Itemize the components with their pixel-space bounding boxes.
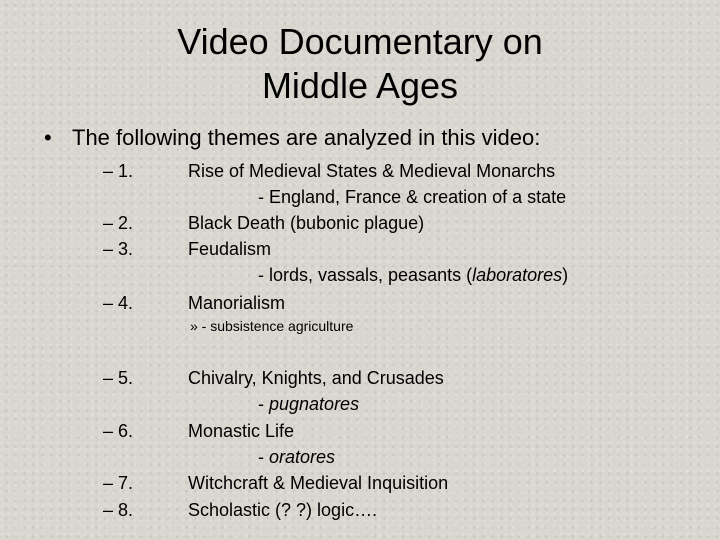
monastic-prefix: - bbox=[258, 447, 269, 467]
item-text-2: Black Death (bubonic plague) bbox=[188, 213, 425, 233]
item-text-1: Rise of Medieval States & Medieval Monarchs bbox=[188, 161, 556, 181]
bullet-dot: • bbox=[44, 125, 52, 150]
monastic-italic: oratores bbox=[269, 447, 336, 467]
intro-bullet bbox=[44, 124, 540, 152]
item-sub-manorialism: » - subsistence agriculture bbox=[190, 318, 354, 334]
item-sub-chivalry bbox=[258, 393, 359, 415]
chivalry-italic: pugnatores bbox=[269, 394, 360, 414]
feudal-italic: laboratores bbox=[472, 265, 563, 285]
item-number-3: – 3. bbox=[103, 239, 134, 259]
item-text-4: Manorialism bbox=[188, 293, 286, 313]
item-number-8: – 8. bbox=[103, 500, 134, 520]
item-number-5: – 5. bbox=[103, 368, 134, 388]
title-line-1: Video Documentary on bbox=[177, 21, 543, 62]
item-text-8: Scholastic (? ?) logic…. bbox=[188, 500, 378, 520]
item-text-5: Chivalry, Knights, and Crusades bbox=[188, 368, 444, 388]
item-text-7: Witchcraft & Medieval Inquisition bbox=[188, 473, 449, 493]
feudal-prefix: - lords, vassals, peasants ( bbox=[258, 265, 473, 285]
item-sub-england: - England, France & creation of a state bbox=[258, 187, 567, 207]
item-text-6: Monastic Life bbox=[188, 421, 295, 441]
chivalry-prefix: - bbox=[258, 394, 269, 414]
item-text-3: Feudalism bbox=[188, 239, 272, 259]
item-number-1: – 1. bbox=[103, 161, 134, 181]
item-number-7: – 7. bbox=[103, 473, 134, 493]
slide-title bbox=[100, 20, 620, 108]
item-number-2: – 2. bbox=[103, 213, 134, 233]
intro-text: The following themes are analyzed in this video: bbox=[72, 125, 541, 150]
item-sub-feudalism bbox=[258, 264, 568, 286]
feudal-suffix: ) bbox=[562, 265, 569, 285]
item-sub-monastic bbox=[258, 446, 335, 468]
item-number-4: – 4. bbox=[103, 293, 134, 313]
title-line-2: Middle Ages bbox=[261, 65, 459, 106]
item-number-6: – 6. bbox=[103, 421, 134, 441]
